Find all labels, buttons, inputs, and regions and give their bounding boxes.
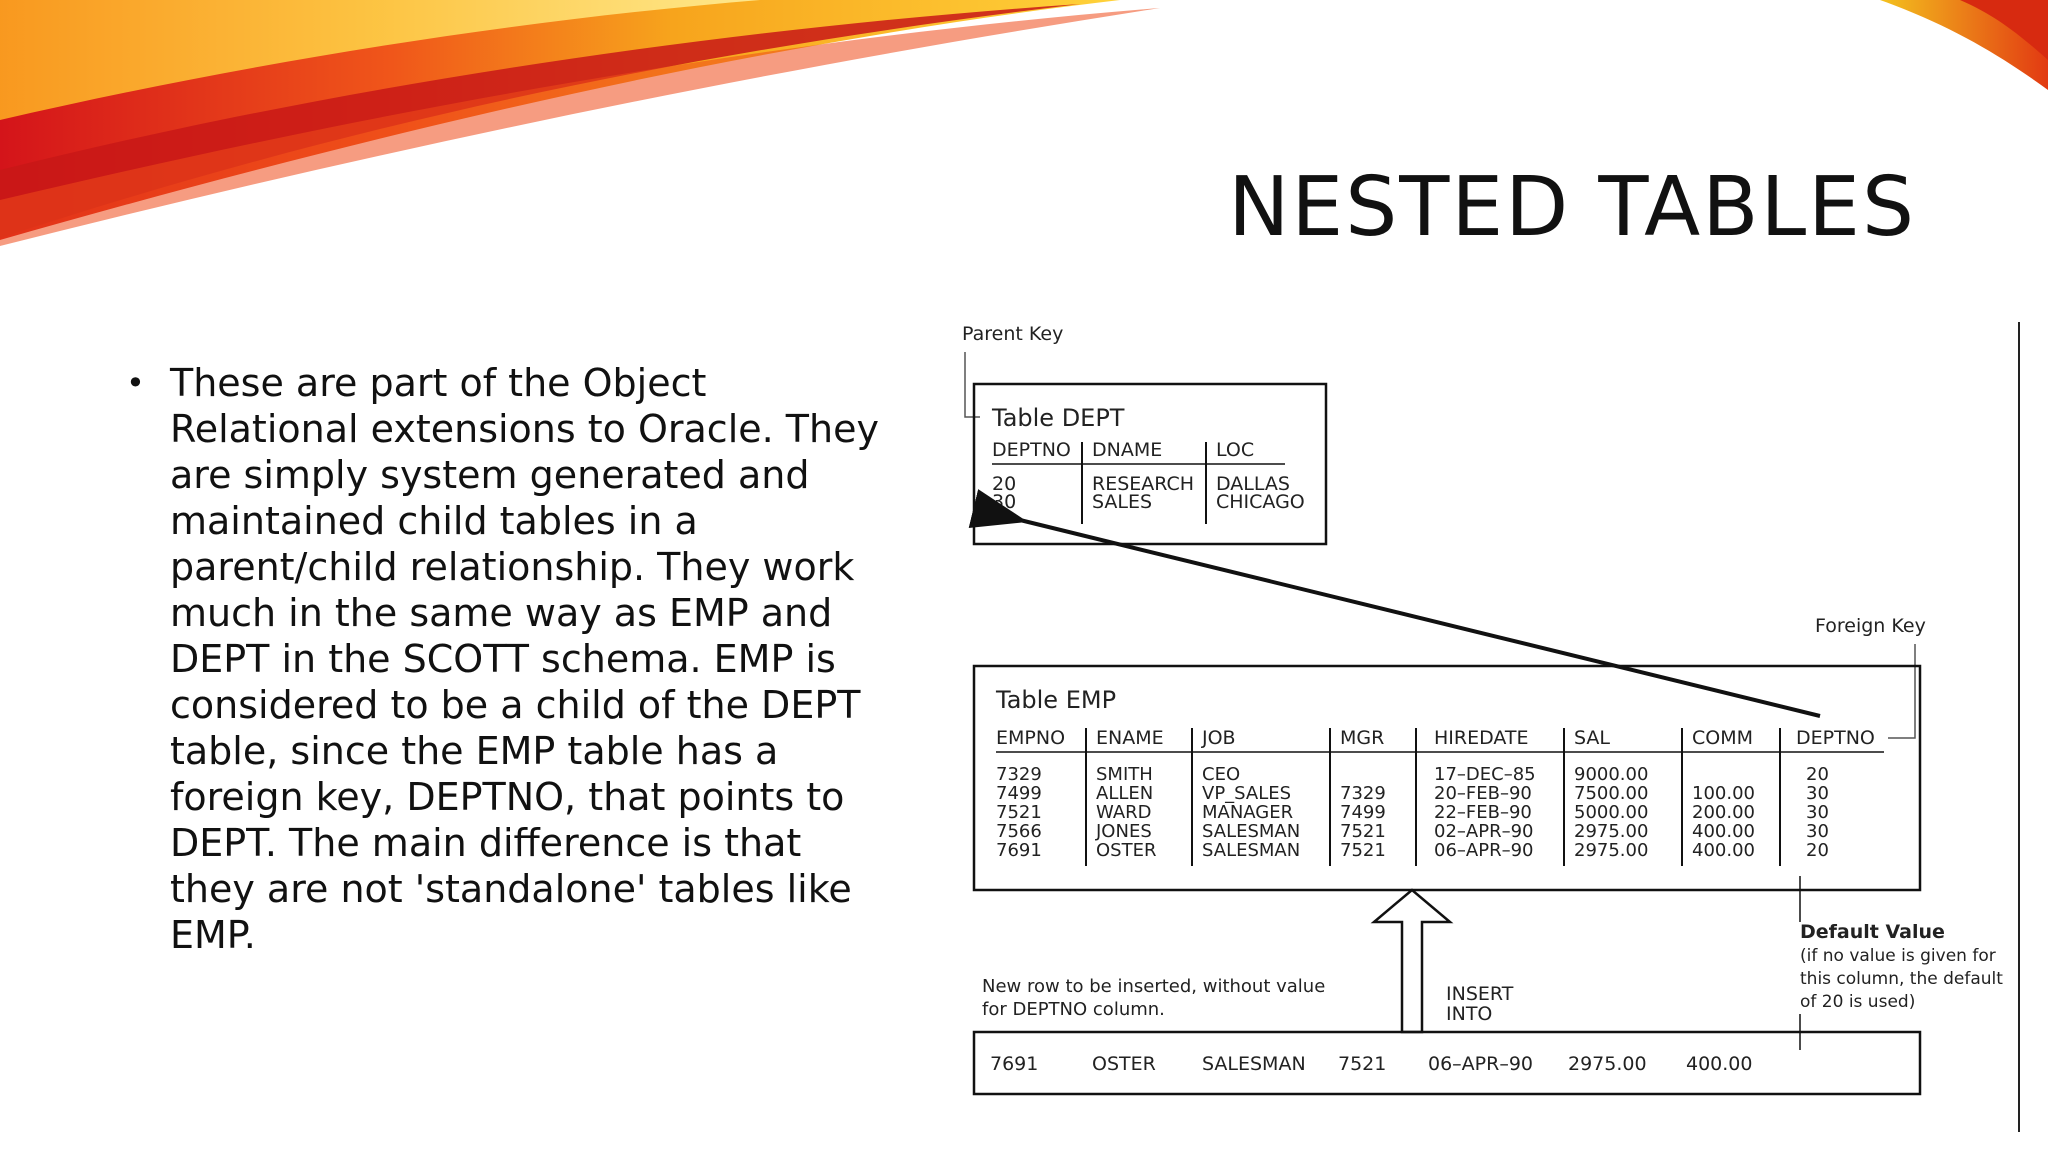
emp-cell: JONES bbox=[1096, 821, 1152, 842]
emp-cell: 7329 bbox=[996, 764, 1042, 785]
bullet-list bbox=[126, 360, 886, 958]
emp-cell: CEO bbox=[1202, 764, 1241, 785]
dept-cell: 30 bbox=[992, 491, 1017, 513]
default-value-title: Default Value bbox=[1800, 921, 1945, 943]
emp-cell: 22–FEB–90 bbox=[1434, 802, 1532, 823]
emp-table-rows bbox=[996, 764, 1829, 861]
emp-cell: SMITH bbox=[1096, 764, 1153, 785]
emp-cell: 200.00 bbox=[1692, 802, 1755, 823]
emp-table-title: Table EMP bbox=[996, 686, 1117, 714]
dept-cell: RESEARCH bbox=[1092, 473, 1195, 495]
emp-cell: 7499 bbox=[1340, 802, 1386, 823]
emp-col-header: HIREDATE bbox=[1434, 727, 1529, 749]
new-row-cell: 06–APR–90 bbox=[1428, 1053, 1534, 1075]
emp-cell: 100.00 bbox=[1692, 783, 1755, 804]
insert-arrow bbox=[1374, 890, 1450, 1032]
new-row-cell: 7691 bbox=[990, 1053, 1039, 1075]
emp-cell: 7329 bbox=[1340, 783, 1386, 804]
emp-cell: 5000.00 bbox=[1574, 802, 1649, 823]
dept-cell: SALES bbox=[1092, 491, 1153, 513]
emp-cell: MANAGER bbox=[1202, 802, 1294, 823]
emp-col-header: COMM bbox=[1692, 727, 1754, 749]
emp-cell: 17–DEC–85 bbox=[1434, 764, 1536, 785]
dept-col-header: LOC bbox=[1216, 439, 1255, 461]
emp-cell: SALESMAN bbox=[1202, 840, 1301, 861]
insert-label: INSERT bbox=[1446, 983, 1514, 1005]
emp-cell: 30 bbox=[1806, 821, 1829, 842]
dept-col-header: DNAME bbox=[1092, 439, 1163, 461]
emp-cell: 7521 bbox=[1340, 821, 1386, 842]
emp-cell: OSTER bbox=[1096, 840, 1157, 861]
emp-col-header: SAL bbox=[1574, 727, 1610, 749]
new-row-cell: 2975.00 bbox=[1568, 1053, 1647, 1075]
emp-cell: 7500.00 bbox=[1574, 783, 1649, 804]
new-row-note: for DEPTNO column. bbox=[982, 999, 1165, 1020]
emp-cell: 30 bbox=[1806, 802, 1829, 823]
new-row-cell: SALESMAN bbox=[1202, 1053, 1306, 1075]
foreign-key-bracket bbox=[1888, 644, 1915, 738]
emp-cell: 20–FEB–90 bbox=[1434, 783, 1532, 804]
emp-cell: 400.00 bbox=[1692, 840, 1755, 861]
emp-cell: SALESMAN bbox=[1202, 821, 1301, 842]
emp-cell: 7521 bbox=[996, 802, 1042, 823]
emp-cell: 7566 bbox=[996, 821, 1042, 842]
default-value-line: this column, the default bbox=[1800, 969, 2003, 989]
emp-cell: 9000.00 bbox=[1574, 764, 1649, 785]
dept-cell: CHICAGO bbox=[1216, 491, 1305, 513]
nested-tables-diagram bbox=[940, 310, 2020, 1130]
dept-col-header: DEPTNO bbox=[992, 439, 1071, 461]
slide-title: NESTED TABLES bbox=[1228, 160, 1916, 255]
emp-cell: VP_SALES bbox=[1202, 783, 1292, 804]
emp-cell: 2975.00 bbox=[1574, 821, 1649, 842]
emp-cell: 7499 bbox=[996, 783, 1042, 804]
emp-col-header: EMPNO bbox=[996, 727, 1066, 749]
bullet-text: These are part of the Object Relational extensions to Oracle. They are simply system generated and maintained child tables in a parent/child relationship. They work much in the same way as EMP and DEPT in the SCOTT schema. EMP is considered to be a child of the DEPT table, since the EMP table has a foreign key, DEPTNO, that points to DEPT. The main difference is that they are not 'standalone' tables like EMP. bbox=[170, 361, 879, 957]
bullet-marker: • bbox=[126, 364, 145, 402]
emp-col-header: ENAME bbox=[1096, 727, 1164, 749]
emp-cell: 20 bbox=[1806, 764, 1829, 785]
insert-label: INTO bbox=[1446, 1003, 1493, 1025]
default-value-line: of 20 is used) bbox=[1800, 992, 1916, 1012]
emp-cell: 7521 bbox=[1340, 840, 1386, 861]
emp-cell: WARD bbox=[1096, 802, 1152, 823]
dept-table-title: Table DEPT bbox=[992, 404, 1125, 432]
new-row-cell: OSTER bbox=[1092, 1053, 1156, 1075]
new-row-cell: 400.00 bbox=[1686, 1053, 1753, 1075]
emp-cell: 06–APR–90 bbox=[1434, 840, 1534, 861]
dept-cell: DALLAS bbox=[1216, 473, 1290, 495]
emp-col-header: MGR bbox=[1340, 727, 1385, 749]
emp-cell: 30 bbox=[1806, 783, 1829, 804]
new-row-cell: 7521 bbox=[1338, 1053, 1387, 1075]
emp-cell: 7691 bbox=[996, 840, 1042, 861]
foreign-key-label: Foreign Key bbox=[1815, 615, 1926, 637]
new-row-note: New row to be inserted, without value bbox=[982, 976, 1326, 997]
emp-col-header: DEPTNO bbox=[1796, 727, 1875, 749]
emp-cell: 2975.00 bbox=[1574, 840, 1649, 861]
emp-cell: 20 bbox=[1806, 840, 1829, 861]
foreign-key-arrow bbox=[1020, 520, 1820, 716]
emp-col-header: JOB bbox=[1202, 727, 1236, 749]
dept-cell: 20 bbox=[992, 473, 1017, 495]
emp-cell: ALLEN bbox=[1096, 783, 1154, 804]
parent-key-label: Parent Key bbox=[962, 323, 1064, 345]
default-value-line: (if no value is given for bbox=[1800, 946, 1996, 966]
emp-cell: 02–APR–90 bbox=[1434, 821, 1534, 842]
emp-cell: 400.00 bbox=[1692, 821, 1755, 842]
